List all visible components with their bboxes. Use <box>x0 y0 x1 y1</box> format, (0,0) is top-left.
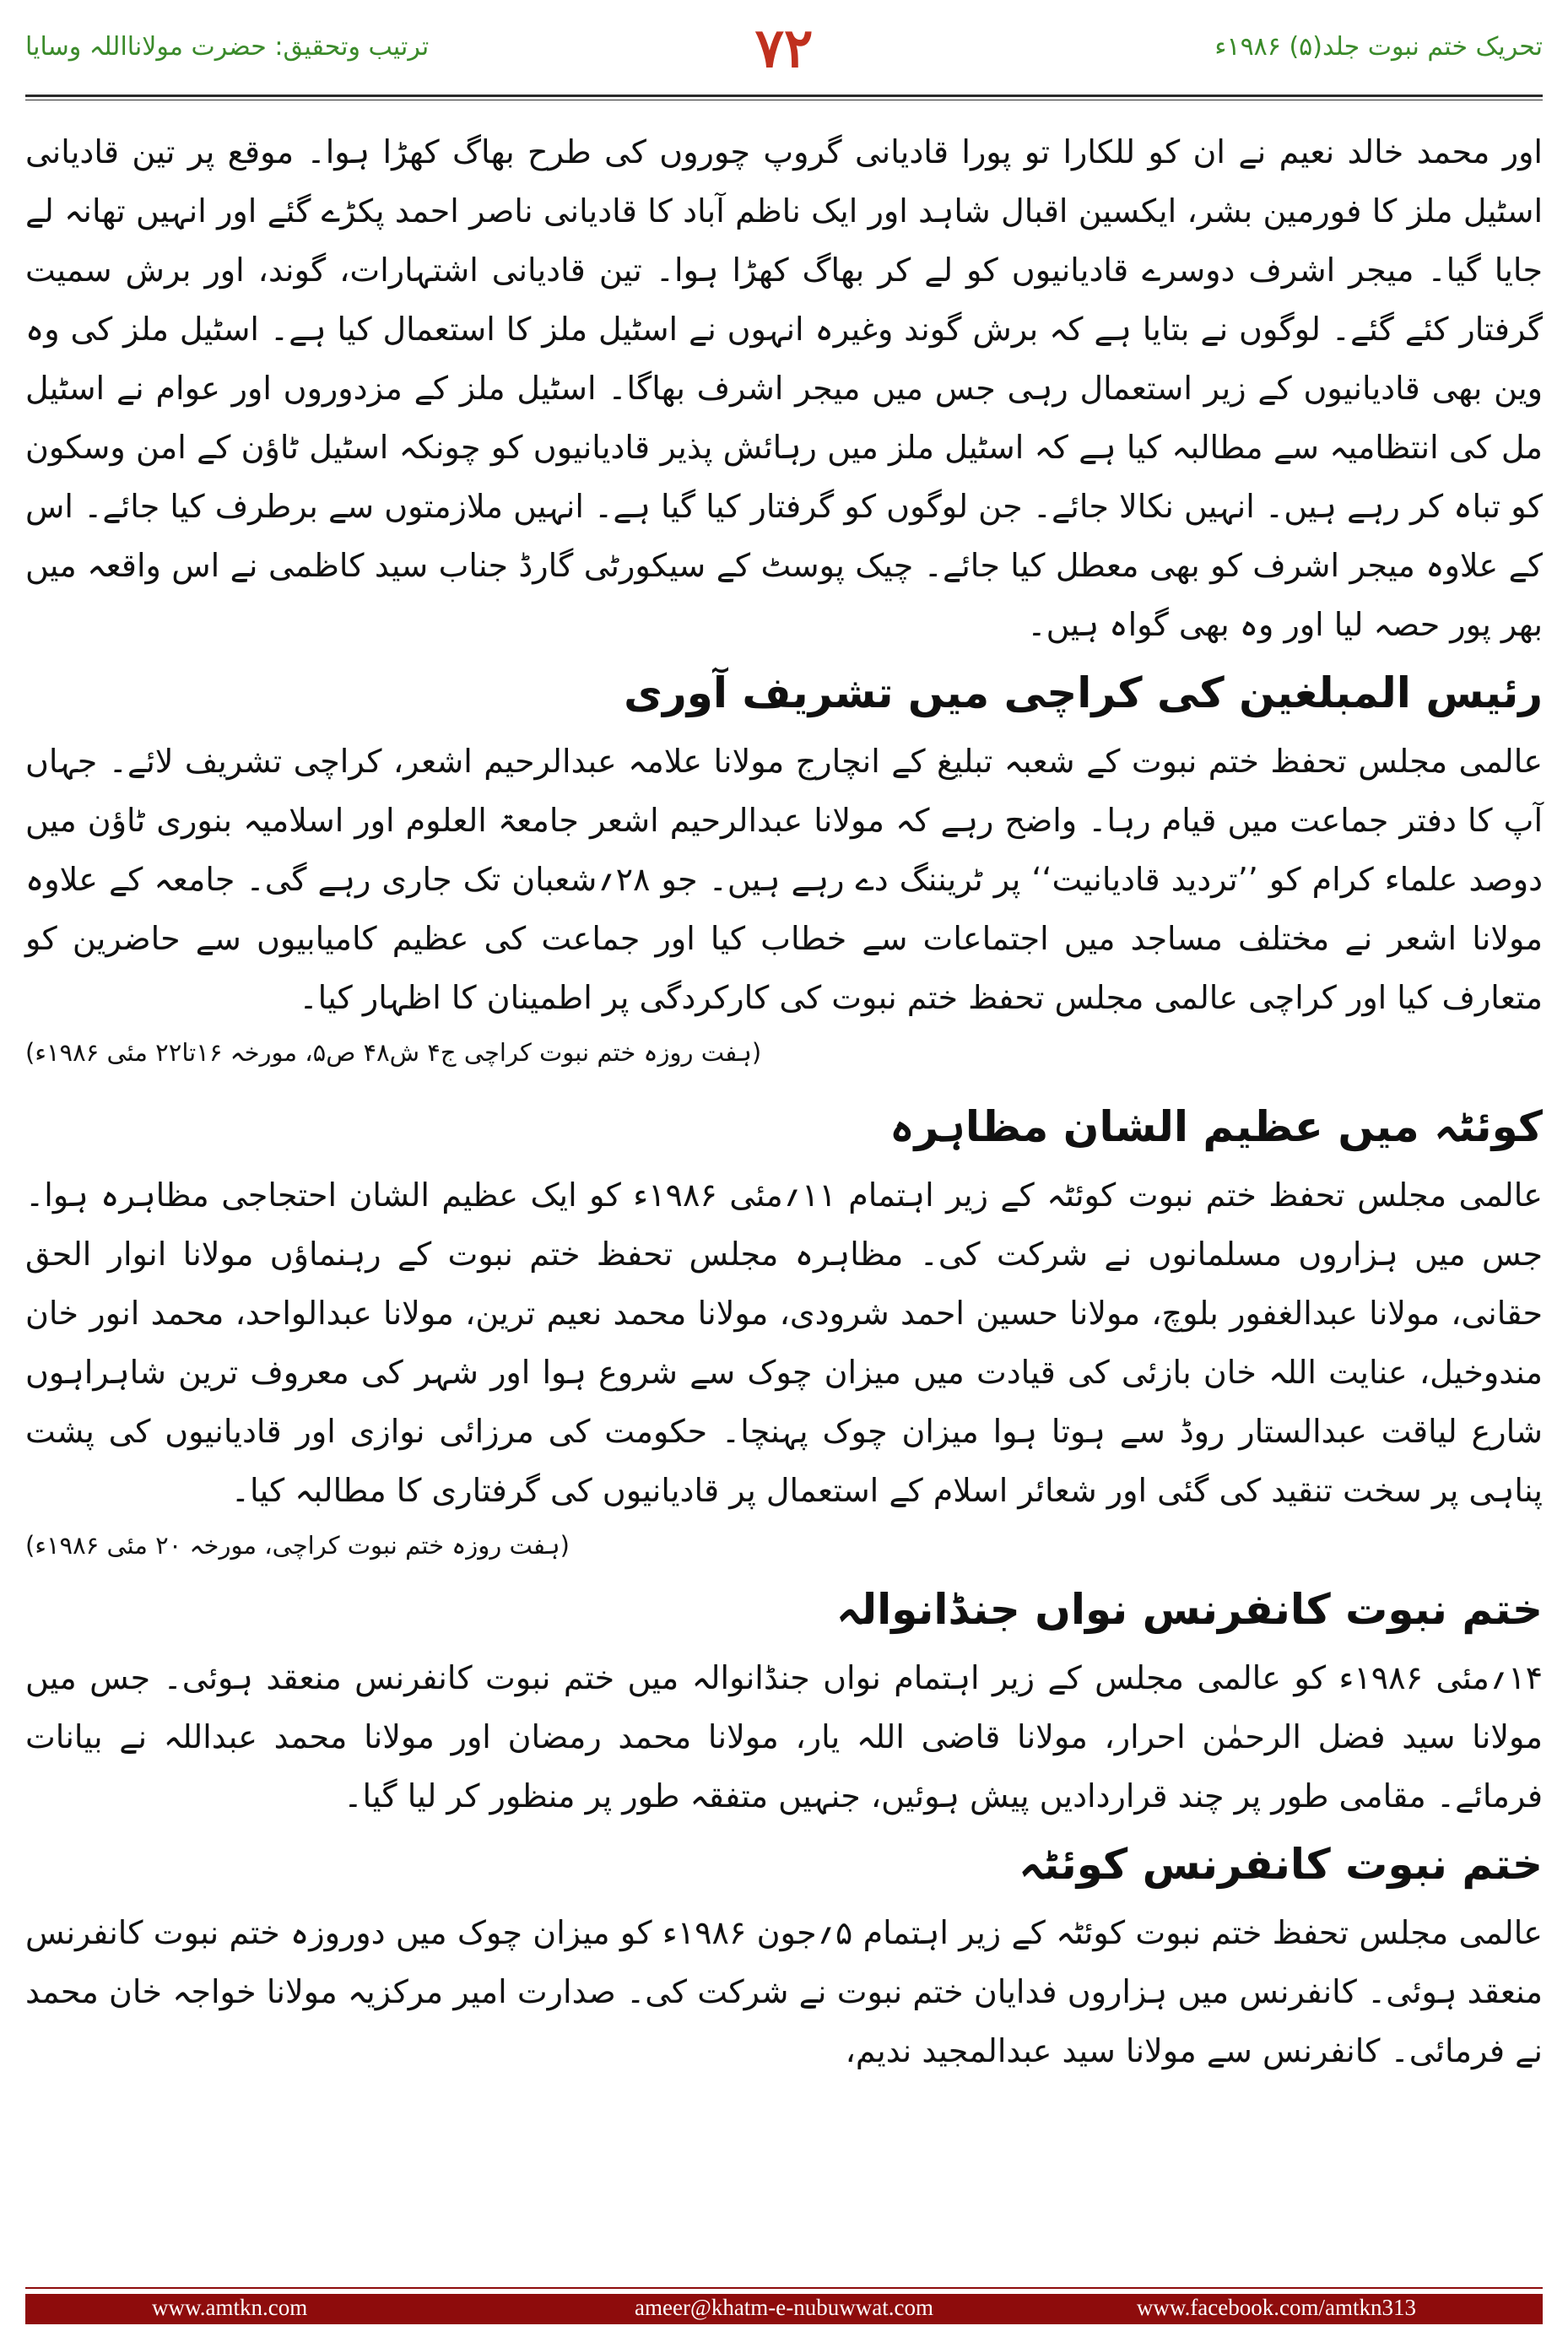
quetta-conference-heading: ختم نبوت کانفرنس کوئٹہ <box>1019 1840 1543 1889</box>
website-link[interactable]: www.amtkn.com <box>152 2295 308 2320</box>
footer-divider <box>25 2287 1543 2289</box>
karachi-paragraph: عالمی مجلس تحفظ ختم نبوت کے شعبہ تبلیغ کے انچارج مولانا علامہ عبدالرحیم اشعر، کراچی تشریف لائے۔ جہاں آپ کا دفتر جماعت میں قیام رہا۔ واضح رہے کہ مولانا عبدالرحیم اشعر جامعۃ العلوم اور اسلامیہ بنوری ٹاؤن میں دوصد علماء کرام کو ’’تردید قادیانیت‘‘ پر ٹریننگ دے رہے ہیں۔ جو ۲۸؍شعبان تک جاری رہے گی۔ جامعہ کے علاوہ مولانا اشعر نے مختلف مساجد میں اجتماعات سے خطاب کیا اور جماعت کی عظیم کامیابیوں سے حاضرین کو متعارف کیا اور کراچی عالمی مجلس تحفظ ختم نبوت کی کارکردگی پر اطمینان کا اظہار کیا۔ <box>25 743 1543 1016</box>
email-link[interactable]: ameer@khatm-e-nubuwwat.com <box>635 2295 933 2320</box>
page-number: ۷۲ <box>754 17 814 80</box>
quetta-rally-paragraph: عالمی مجلس تحفظ ختم نبوت کوئٹہ کے زیر اہتمام ۱۱؍مئی ۱۹۸۶ء کو ایک عظیم الشان احتجاجی مظاہرہ ہوا۔ جس میں ہزاروں مسلمانوں نے شرکت کی۔ مظاہرہ مجلس تحفظ ختم نبوت کے رہنماؤں مولانا انوار الحق حقانی، مولانا عبدالغفور بلوچ، مولانا حسین احمد شرودی، مولانا محمد نعیم ترین، مولانا عبدالواحد، محمد انور خان مندوخیل، عنایت اللہ خان بازئی کی قیادت میں میزان چوک سے شروع ہوا اور شہر کی معروف ترین شاہراہوں شارع لیاقت عبدالستار روڈ سے ہوتا ہوا میزان چوک پہنچا۔ حکومت کی مرزائی نوازی اور قادیانیوں کی پشت پناہی پر سخت تنقید کی گئی اور شعائر اسلام کے استعمال پر قادیانیوں کی گرفتاری کا مطالبہ کیا۔ <box>25 1176 1543 1509</box>
quetta-conference-paragraph: عالمی مجلس تحفظ ختم نبوت کوئٹہ کے زیر اہتمام ۵؍جون ۱۹۸۶ء کو میزان چوک میں دوروزہ ختم نبوت کانفرنس منعقد ہوئی۔ کانفرنس میں ہزاروں فدایان ختم نبوت نے شرکت کی۔ صدارت امیر مرکزیہ مولانا خواجہ خان محمد نے فرمائی۔ کانفرنس سے مولانا سید عبدالمجید ندیم، <box>25 1914 1543 2069</box>
karachi-reference: (ہفت روزہ ختم نبوت کراچی ج۴ ش۴۸ ص۵، مورخہ ۱۶تا۲۲ مئی ۱۹۸۶ء) <box>25 1038 762 1067</box>
karachi-heading: رئیس المبلغین کی کراچی میں تشریف آوری <box>624 668 1543 717</box>
intro-paragraph: اور محمد خالد نعیم نے ان کو للکارا تو پورا قادیانی گروپ چوروں کی طرح بھاگ کھڑا ہوا۔ موقع پر تین قادیانی اسٹیل ملز کا فورمین بشر، ایکسین اقبال شاہد اور ایک ناظم آباد کا قادیانی ناصر احمد پکڑے گئے اور انہیں تھانہ لے جایا گیا۔ میجر اشرف دوسرے قادیانیوں کو لے کر بھاگ کھڑا ہوا۔ تین قادیانی اشتہارات، گوند، اور برش سمیت گرفتار کئے گئے۔ لوگوں نے بتایا ہے کہ برش گوند وغیرہ انہوں نے اسٹیل ملز کا استعمال کیا ہے۔ اسٹیل ملز کی وہ وین بھی قادیانیوں کے زیر استعمال رہی جس میں میجر اشرف بھاگا۔ اسٹیل ملز کے مزدوروں اور عوام نے اسٹیل مل کی انتظامیہ سے مطالبہ کیا ہے کہ اسٹیل ملز میں رہائش پذیر قادیانیوں کو چونکہ اسٹیل ٹاؤن کے امن وسکون کو تباہ کر رہے ہیں۔ انہیں نکالا جائے۔ جن لوگوں کو گرفتار کیا گیا ہے۔ انہیں ملازمتوں سے برطرف کیا جائے۔ اس کے علاوہ میجر اشرف کو بھی معطل کیا جائے۔ چیک پوسٹ کے سیکورٹی گارڈ جناب سید کاظمی نے اس واقعہ میں بھر پور حصہ لیا اور وہ بھی گواہ ہیں۔ <box>25 133 1543 643</box>
page-header <box>25 17 1543 101</box>
compiler-credit: ترتیب وتحقیق: حضرت مولانااللہ وسایا <box>25 32 430 62</box>
book-title: تحریک ختم نبوت جلد(۵) ۱۹۸۶ء <box>1214 32 1543 62</box>
quetta-rally-heading: کوئٹہ میں عظیم الشان مظاہرہ <box>889 1102 1543 1151</box>
page-footer <box>25 2294 1543 2324</box>
page-body <box>25 122 1543 2080</box>
quetta-rally-reference: (ہفت روزہ ختم نبوت کراچی، مورخہ ۲۰ مئی ۱۹۸۶ء) <box>25 1531 570 1560</box>
jandanwala-heading: ختم نبوت کانفرنس نواں جنڈانوالہ <box>836 1585 1543 1634</box>
facebook-link[interactable]: www.facebook.com/amtkn313 <box>1136 2295 1416 2320</box>
jandanwala-paragraph: ۱۴؍مئی ۱۹۸۶ء کو عالمی مجلس کے زیر اہتمام نواں جنڈانوالہ میں ختم نبوت کانفرنس منعقد ہوئی۔ جس میں مولانا سید فضل الرحمٰن احرار، مولانا قاضی اللہ یار، مولانا محمد رمضان اور مولانا محمد عبداللہ نے بیانات فرمائے۔ مقامی طور پر چند قراردادیں پیش ہوئیں، جنہیں متفقہ طور پر منظور کر لیا گیا۔ <box>25 1659 1543 1815</box>
